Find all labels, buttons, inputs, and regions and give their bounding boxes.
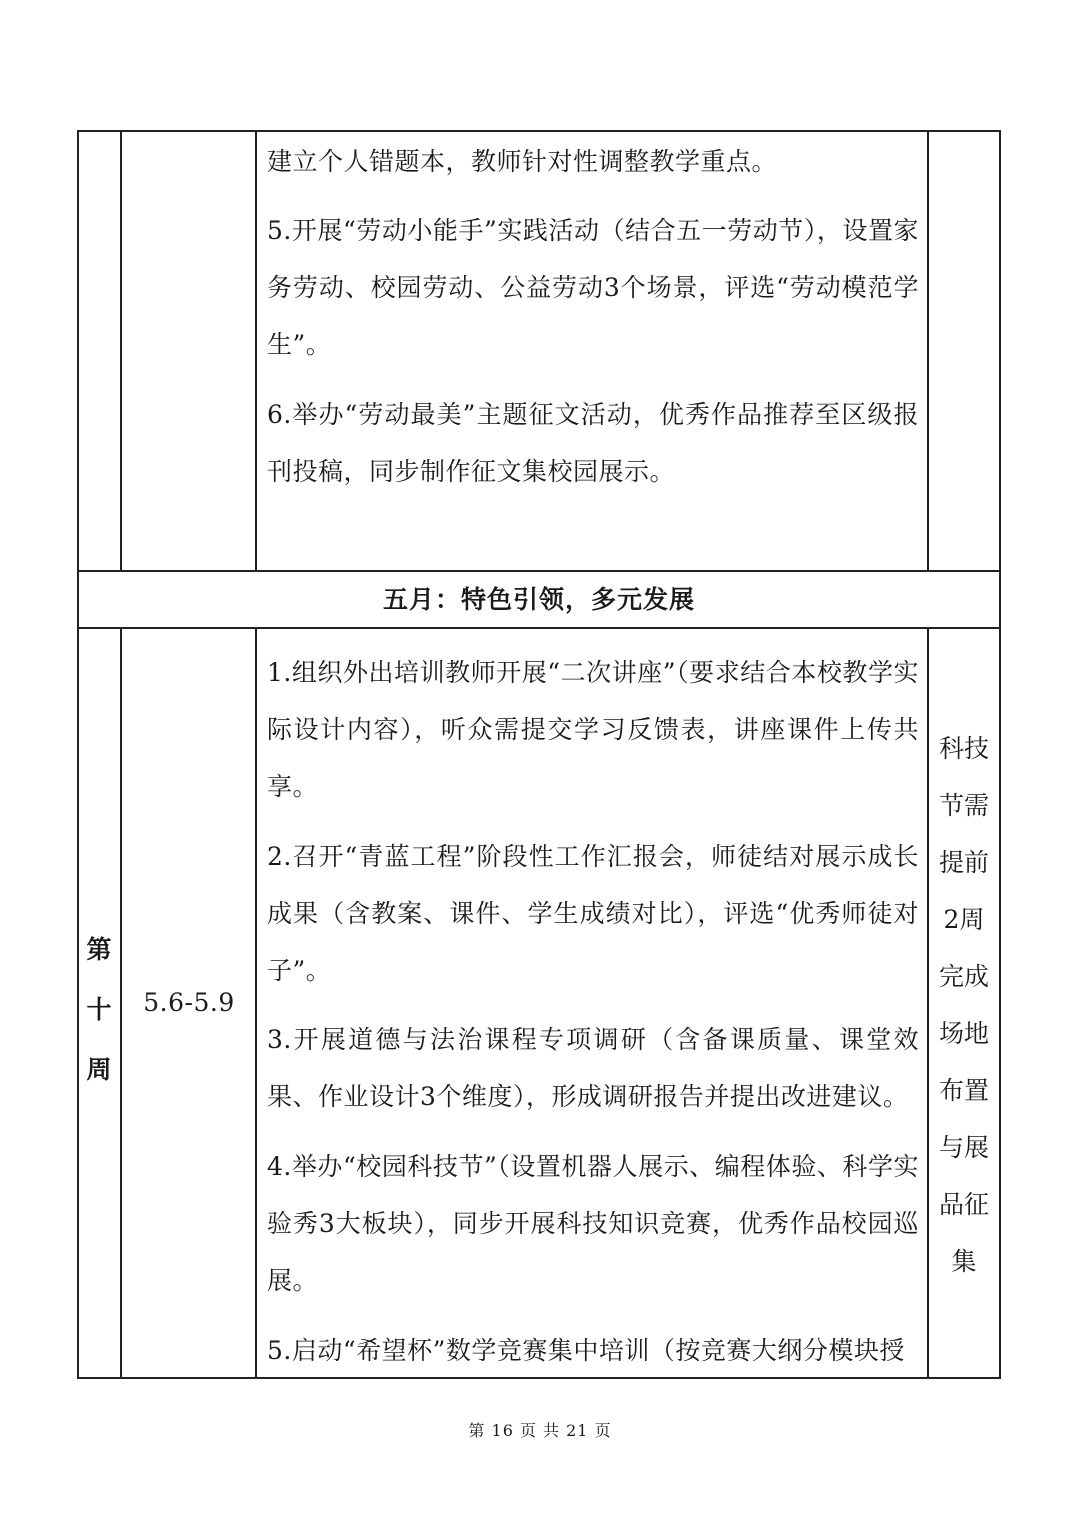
date-range: 5.6-5.9	[143, 988, 235, 1017]
column-divider-week	[120, 130, 122, 572]
week-char: 周	[86, 1055, 112, 1084]
column-divider-note	[927, 130, 929, 572]
note-line: 布置	[938, 1076, 989, 1105]
note-line: 集	[951, 1247, 977, 1276]
content-paragraph: 4.举办“校园科技节”（设置机器人展示、编程体验、科学实验秀3大板块），同步开展科技知识竞赛，优秀作品校园巡展。	[267, 1152, 919, 1295]
content-paragraph: 建立个人错题本，教师针对性调整教学重点。	[267, 147, 778, 176]
note-line: 2周	[943, 905, 985, 934]
week-char: 十	[86, 995, 112, 1024]
note-line: 完成	[938, 962, 989, 991]
note-line: 与展	[938, 1133, 989, 1162]
note-line: 科技	[938, 734, 989, 763]
remarks-note	[928, 720, 1000, 1290]
table-top-border	[77, 130, 1001, 132]
note-line: 品征	[938, 1190, 989, 1219]
note-line: 提前	[938, 848, 989, 877]
section-title: 五月：特色引领，多元发展	[382, 585, 695, 614]
content-paragraph: 3.开展道德与法治课程专项调研（含备课质量、课堂效果、作业设计3个维度），形成调研报告并提出改进建议。	[267, 1025, 919, 1111]
content-paragraph: 6.举办“劳动最美”主题征文活动，优秀作品推荐至区级报刊投稿，同步制作征文集校园展示。	[267, 400, 919, 486]
column-divider-date	[255, 130, 257, 572]
week-char: 第	[86, 935, 112, 964]
table-left-border	[77, 130, 79, 1379]
note-line: 场地	[938, 1019, 989, 1048]
week-label	[77, 920, 121, 1100]
content-paragraph: 5.开展“劳动小能手”实践活动（结合五一劳动节），设置家务劳动、校园劳动、公益劳动3个场景，评选“劳动模范学生”。	[267, 216, 919, 359]
page-footer: 第 16 页 共 21 页	[468, 1421, 612, 1440]
content-paragraph: 1.组织外出培训教师开展“二次讲座”（要求结合本校教学实际设计内容），听众需提交学习反馈表，讲座课件上传共享。	[267, 658, 919, 801]
note-line: 节需	[938, 791, 989, 820]
content-paragraph: 5.启动“希望杯”数学竞赛集中培训（按竞赛大纲分模块授	[267, 1336, 905, 1365]
content-paragraph: 2.召开“青蓝工程”阶段性工作汇报会，师徒结对展示成长成果（含教案、课件、学生成绩对比），评选“优秀师徒对子”。	[267, 842, 919, 985]
